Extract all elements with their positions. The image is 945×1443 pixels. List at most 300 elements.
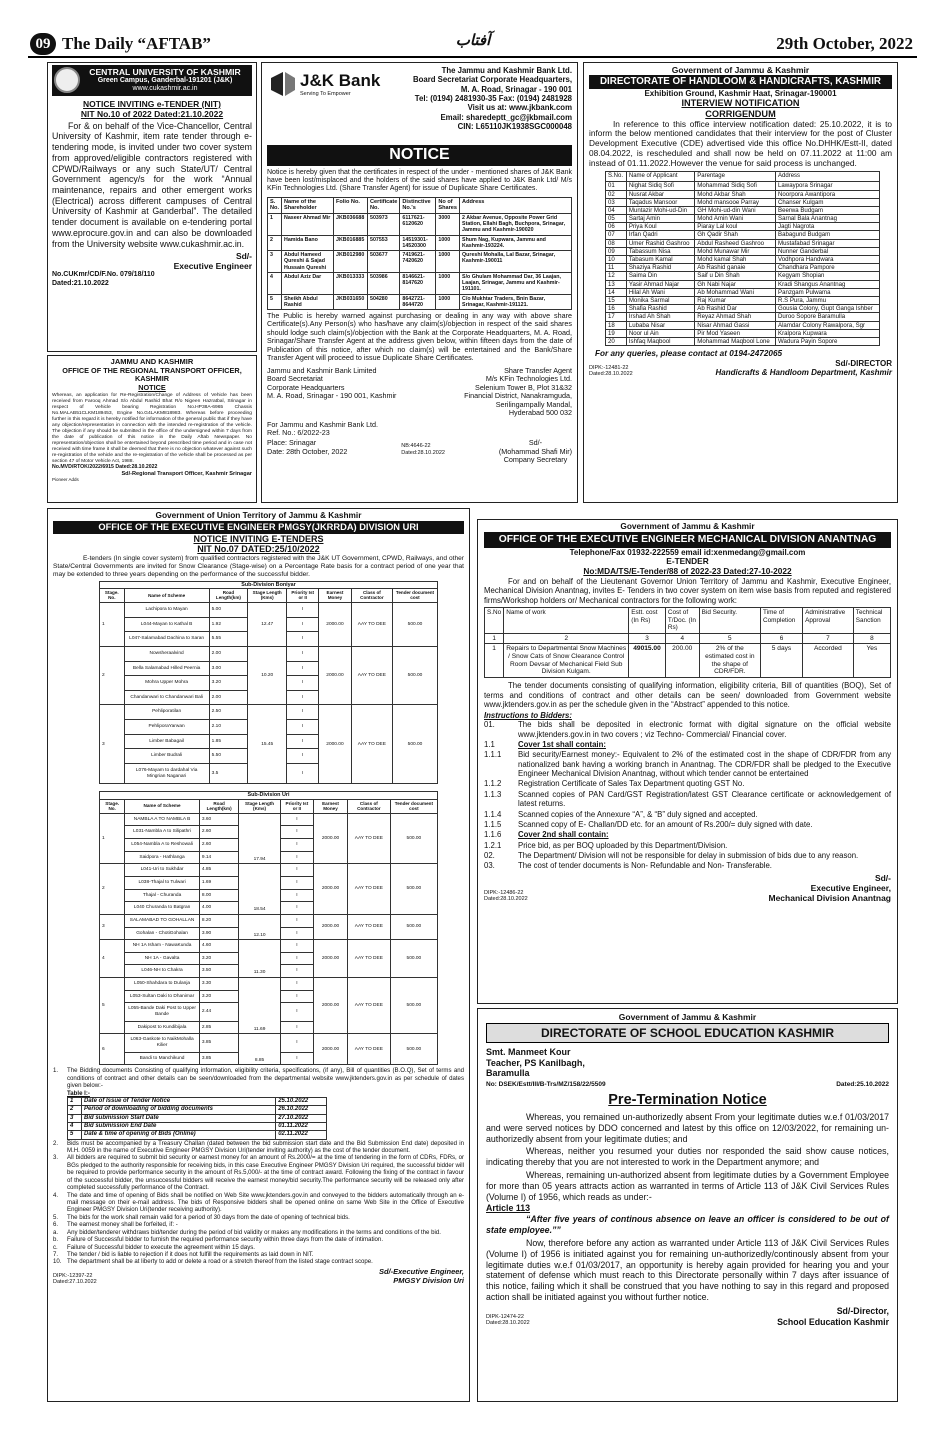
priority-cell: I xyxy=(287,602,319,617)
instruction-text: Price bid, as per BOQ uploaded by this Department/Division. xyxy=(518,840,728,850)
scheme-name-cell: L047-Salamabad Dachina to Saran xyxy=(124,632,209,647)
cuk-sd: Sd/- xyxy=(235,251,252,262)
road-length-cell: 4.85 xyxy=(199,864,239,877)
table-cell: 503973 xyxy=(368,213,400,235)
stage-cost-cell: 500.00 xyxy=(393,646,438,705)
table-row xyxy=(606,288,880,296)
table-cell: Mohd kamal Shah xyxy=(695,256,776,264)
table-cell: Shafia Rashid xyxy=(626,305,694,313)
table-cell: Ab Rashid Dar xyxy=(695,305,776,313)
pmgsy-intro: E-tenders (In single cover system) from qualified contractors registered with the J&K UT Government, CPWD, Railways, and other State/Central Governments are invited for Snow Clearance (Stage-wise) on a Percentage Rate basis for a contract period of one year that may be extended to three years depending on the performance of the successful bidder. xyxy=(53,554,464,578)
hand-sign2: Handicrafts & Handloom Department, Kashmir xyxy=(715,368,892,378)
jkb-date: Date: 28th October, 2022 xyxy=(267,446,348,456)
newspaper-title: The Daily “AFTAB” xyxy=(62,34,211,53)
table-cell: 14 xyxy=(606,288,627,296)
table-row xyxy=(100,602,438,617)
table-header-cell: Road Length(km) xyxy=(199,799,239,813)
table-cell: 04 xyxy=(606,206,627,214)
jkb-place: Place: Srinagar xyxy=(267,438,317,448)
road-length-cell: 1.85 xyxy=(209,734,248,749)
table-cell: Yasir Ahmad Najar xyxy=(626,280,694,288)
pmgsy-n1: The Bidding documents Consisting of qualifying information, eligibility criteria, specifications, (if any), Bill of quantities (B.O.Q), Set of terms and conditions of contract and other details can be seen/downloaded from the departmental website www.jktenders.gov.in as per schedule of dates given below:- xyxy=(67,1067,464,1090)
mech-sign2: Mechanical Division Anantnag xyxy=(768,892,891,903)
priority-cell: I xyxy=(280,914,313,927)
road-length-cell: 9.14 xyxy=(199,851,239,864)
table-cell: Piaray Lal koul xyxy=(695,223,776,231)
jkbank-brand: J&K Bank xyxy=(300,70,381,90)
table-header-cell: Earnest Money xyxy=(314,799,348,813)
table-cell: Accorded xyxy=(803,644,854,678)
priority-cell: I xyxy=(280,1021,313,1034)
hand-body: In reference to this office interview notification dated: 25.10.2022, it is to inform the below mentioned candidates that their interview for the post of Cluster Development Executive (CDE) advertised vide this office No.DHHK/Estt-II, dated 08.04.2022, is rescheduled and shall now be held on 07.11.2022 at 11:00 am instead of 01.11.2022.However the venue for said process is unchanged. xyxy=(589,118,892,168)
mech-sign: Executive Engineer, xyxy=(810,882,891,893)
table-row xyxy=(606,337,880,345)
table-header-cell: Stage Length (Kms) xyxy=(239,799,280,813)
table-cell: 507553 xyxy=(368,235,400,251)
table-cell: Period of downloading of bidding documents xyxy=(82,1106,276,1114)
stage-no-cell: 2 xyxy=(100,646,125,705)
address-line: Hyderabad 500 032 xyxy=(508,408,572,418)
table-row xyxy=(268,251,572,273)
stage-em-cell: 2000.00 xyxy=(314,914,348,939)
table-cell: GH Mohi-ud-din Wani xyxy=(695,206,776,214)
table-cell: Nunner Ganderbal xyxy=(776,247,880,255)
instruction-text: Cover 1st shall contain: xyxy=(518,740,606,750)
table-cell: 06 xyxy=(606,223,627,231)
table-cell: 2 xyxy=(268,235,282,251)
address-line: Selenium Tower B, Plot 31&32 xyxy=(475,382,572,392)
priority-cell: I xyxy=(287,661,319,676)
table-row xyxy=(606,329,880,337)
table-cell: 1000 xyxy=(436,251,460,273)
table-cell: Hamida Bano xyxy=(282,235,334,251)
stage-em-cell: 2000.00 xyxy=(314,978,348,1034)
hand-t1: INTERVIEW NOTIFICATION xyxy=(681,98,800,108)
cuk-nit: NIT No.10 of 2022 Dated:21.10.2022 xyxy=(80,108,224,119)
table-cell: Mohammad Sidiq Sofi xyxy=(695,182,776,190)
stage-length-cell: 12.10 xyxy=(239,914,280,939)
table-cell: Mustafabad Srinagar xyxy=(776,239,880,247)
table-cell: 503986 xyxy=(368,272,400,294)
table-header-cell: S.No. xyxy=(606,172,627,182)
road-length-cell: 8.20 xyxy=(199,914,239,927)
priority-cell: I xyxy=(280,826,313,839)
instruction-item xyxy=(484,740,891,749)
jkbank-tag: Serving To Empower xyxy=(300,90,351,97)
stage-cost-cell: 500.00 xyxy=(390,914,437,939)
table-cell: Sarnal Bala Anantnag xyxy=(776,215,880,223)
table-header-cell: Certificate No. xyxy=(368,197,400,213)
cuk-ref: No.CUKmr/CD/F.No. 079/18/110 xyxy=(52,271,155,279)
table-cell: 03 xyxy=(606,198,627,206)
mech-t1: E-TENDER xyxy=(666,556,709,567)
stage-cost-cell: 500.00 xyxy=(390,978,437,1034)
table-cell: Gh Qadir Shah xyxy=(695,231,776,239)
hand-dipk: DIPK:-12481-22 xyxy=(589,364,629,371)
table-cell: JKB012980 xyxy=(334,251,368,273)
table-cell: 5 days xyxy=(760,644,802,678)
table-cell: JKB013333 xyxy=(334,272,368,294)
stage-cls-cell: AAY TO DEE xyxy=(347,940,390,978)
address-line: Board Secretariat xyxy=(267,374,323,384)
university-emblem-icon xyxy=(54,67,80,93)
table-row xyxy=(606,305,880,313)
table-header-cell: Stage. No. xyxy=(100,589,125,603)
priority-cell: I xyxy=(287,632,319,647)
road-length-cell: 3.20 xyxy=(199,952,239,965)
instruction-item xyxy=(484,750,891,778)
jkbank-logo-icon xyxy=(269,70,297,98)
mech-sd: Sd/- xyxy=(874,872,891,883)
mech-p2: The tender documents consisting of qualifying information, eligibility criteria, Bill of quantities (BOQ), Set of terms and conditions of contract and other details can be seen/ downloaded from Government website www.jktenders.gov.in as per the schedule given in the “Abstract” appended to this notice. xyxy=(484,681,891,709)
table-cell: JKB036688 xyxy=(334,213,368,235)
column-number-cell: 1 xyxy=(485,633,504,644)
instruction-item xyxy=(484,830,891,839)
address-line: Share Transfer Agent xyxy=(504,365,572,375)
table-row xyxy=(100,799,438,813)
table-header-cell: Distinctive No.'s xyxy=(400,197,436,213)
table-cell: Date of Issue of Tender Notice xyxy=(82,1098,276,1106)
stage-em-cell: 2000.00 xyxy=(319,646,352,705)
table-cell: Lubaba Nisar xyxy=(626,321,694,329)
stage-length-cell: 8.85 xyxy=(239,1034,280,1065)
table-row xyxy=(606,231,880,239)
priority-cell: I xyxy=(280,1034,313,1052)
table-cell: 7419621-7420620 xyxy=(400,251,436,273)
priority-cell: I xyxy=(287,734,319,749)
stage-cls-cell: AAY TO DEE xyxy=(347,1034,390,1065)
stage-cls-cell: AAY TO DEE xyxy=(347,914,390,939)
pmgsy-conditions: 1. The Bidding documents Consisting of qualifying information, eligibility criteria, specifications, (if any), Bill of quantities (B.O.Q), Set of terms and conditions of contract and other details can be seen/downloaded from the departmental website www.jktenders.gov.in as per schedule of dates given below:- Table I:- 1 Date of Issue of Tender Notice 25.10.2022 2 Period of downloading of bidding documents 26.10.2022 3 Bid submission Start Date 27.10.2022 4 Bid submission End Date 01.11.2022 5 Date & time of opening of Bids (Online) 02.11.2022 2. Bids must be accompanied by a Treasury Challan (dated between the bid submission start date and the Bid Submission End date) deposited in M.H. 0059 in the name of Executive Engineer PMGSY Division Uri(tender inviting authority) as the cost of the tender document. 3. All bidders are required to submit bid security or earnest money for an amount of Rs.2000/= at the time of tendering in the form of CDRs, FDRs, or BGs pledged to the authority responsible for receiving bids, in this case Executive Engineer PMGSY Division Uri required, the successful bidder will be required to provide performance security in the amount of Rs.5,000/- at the time of contract award. Following the fixing of the contract in favour of the successful bidder, the unsuccessful bidders will receive the earnest money/bid security.The performance security will be released only after completed successfully performance of the Contract. 4. The date and time of opening of Bids shall be notified on Web Site www.jktenders.gov.in and conveyed to the bidders automatically through an e-mail message on their e-mail address. The bids of Responsive bidders shall be opened online on same Web Site in the Office of Executive Engineer PMGSY Division Uri(tender receiving authority). 5. The bids for the work shall remain valid for a period of 30 days from the date of opening of technical bids. 6. The earnest money shall be forfeited, if: - a. Any bidder/tenderer withdraws bid/tender during the period of bid validity or makes any modifications in the terms and conditions of the bid. b. Failure of Successful bidder to furnish the required performance security within three days from the date of intimation. c. Failure of Successful bidder to execute the agreement within 15 days. 7. The tender / bid is liable to rejection if it does not fulfill the requirements as laid down in NIT. 10. The department shall be at liberty to add or delete a road or a stretch thereof from the listed stage contract scope. xyxy=(53,1067,464,1266)
table-cell: 02.11.2022 xyxy=(276,1131,327,1139)
table-cell: Babagund Budgam xyxy=(776,231,880,239)
stage-cost-cell: 500.00 xyxy=(390,864,437,915)
school-dated: Dated:25.10.2022 xyxy=(836,1081,889,1088)
priority-cell: I xyxy=(287,705,319,720)
table-header-cell: S. No. xyxy=(268,197,282,213)
table-header-cell: Technical Sanction xyxy=(853,607,890,633)
pmgsy-n6: The earnest money shall be forfeited, if: - xyxy=(67,1221,178,1229)
pmgsy-boniyar-table xyxy=(99,588,438,784)
table-cell: 12 xyxy=(606,272,627,280)
road-length-cell: 3.00 xyxy=(209,661,248,676)
column-number-cell: 8 xyxy=(853,633,890,644)
table-header-cell: Parentage xyxy=(695,172,776,182)
stage-cls-cell: AAY TO DEE xyxy=(347,813,390,864)
cuk-sign: Executive Engineer xyxy=(173,261,252,272)
stage-cost-cell: 500.00 xyxy=(393,705,438,784)
road-length-cell: 4.60 xyxy=(199,940,239,953)
scheme-name-cell: Limber Babagail xyxy=(124,734,209,749)
road-length-cell: 5.00 xyxy=(209,602,248,617)
table-header-cell: S.No xyxy=(485,607,504,633)
jkb-agent-address xyxy=(464,367,572,418)
table-cell: Jagti Nagrota xyxy=(776,223,880,231)
table-cell: Beerwa Budgam xyxy=(776,206,880,214)
table-cell: Naseer Ahmad Mir xyxy=(282,213,334,235)
table-row xyxy=(606,215,880,223)
table-header-cell: Cost of T/Doc. (In Rs) xyxy=(665,607,699,633)
school-sign2: School Education Kashmir xyxy=(777,1316,889,1327)
table-header-cell: Folio No. xyxy=(334,197,368,213)
table-cell: Reyaz Ahmad Shah xyxy=(695,313,776,321)
pmgsy-n10: The department shall be at liberty to add or delete a road or a stretch thereof from the listed stage contract scope. xyxy=(67,1258,373,1266)
priority-cell: I xyxy=(287,617,319,632)
table-cell: Umer Rashid Gashroo xyxy=(626,239,694,247)
table-cell: Noorpora Awantipora xyxy=(776,190,880,198)
table-cell: Gh Nabi Najar xyxy=(695,280,776,288)
table-cell: Nisar Ahmad Gassi xyxy=(695,321,776,329)
table-cell: Mohd Munawar Mir xyxy=(695,247,776,255)
stage-length-cell: 15.45 xyxy=(248,705,287,784)
table-row xyxy=(268,294,572,310)
table-cell: Yes xyxy=(853,644,890,678)
table-header-cell: Name of Scheme xyxy=(125,799,200,813)
scheme-name-cell: L050-Shahdara to Dulanja xyxy=(125,978,200,991)
table-cell: Saima Din xyxy=(626,272,694,280)
jkb-web: Visit us at: www.jkbank.com xyxy=(467,103,572,113)
table-cell: Lawaypora Srinagar xyxy=(776,182,880,190)
table-cell: Wadura Payin Sopore xyxy=(776,337,880,345)
pmgsy-uri-table xyxy=(99,799,438,1066)
scheme-name-cell: L063-Gaskote to NaikMohalla Kilier xyxy=(125,1034,200,1052)
column-number-cell: 3 xyxy=(629,633,666,644)
scheme-name-cell: Mohra Upper Mohra xyxy=(124,676,209,691)
table-header-cell: Stage Length (Kms) xyxy=(248,589,287,603)
mechanical-etender-notice xyxy=(477,519,898,1004)
table-row xyxy=(68,1114,327,1122)
instruction-number: 1.1.1 xyxy=(484,750,502,760)
column-number-cell: 2 xyxy=(504,633,629,644)
table-cell: Mohd Amin Wani xyxy=(695,215,776,223)
priority-cell: I xyxy=(287,720,319,735)
table-cell: Sheikh Abdul Rashid xyxy=(282,294,334,310)
school-gov: Government of Jammu & Kashmir xyxy=(618,1012,757,1022)
stage-no-cell: 3 xyxy=(100,705,125,784)
instruction-text: Scanned copies of the Annexure “A”, & “B” duly signed and accepted. xyxy=(518,809,758,819)
table-cell: Irfan Qadri xyxy=(626,231,694,239)
rto-body: Whereas, an application for Re-Registration/Change of Address of Vehicle has been received from Farooq Ahmad S/o Abdul Rashid Bhat R/o Nigeen Hazratbal, Srinagar in respect of Vehicle bearing Registration No.HP38A-6965 Chassis No.MALAB51CLKM189453, Engine No.G4LAKM818983. Whereas before proceeding further in this regard it is hereby notified for information of the general public that if they have any objection/representation in connection with the intended re-registration of the vehicle. The objection if any should be submitted in the office of the undersigned within 7 days from the date of publication of this notice in the Daily Aftab Newspaper. No representation/objection shall be entertained beyond prescribed time period and in case not received with time frame it shall be deemed that there is no objection whatever against such re-registration of the vehicle and the re-registration of the vehicle shall be processed as per section 47 of Motor Vehicle Act, 1988. xyxy=(52,392,252,464)
page-number: 09 xyxy=(30,33,56,55)
school-dipk: DIPK-12474-22 xyxy=(486,1313,524,1320)
road-length-cell: 2.60 xyxy=(199,826,239,839)
pmgsy-office: OFFICE OF THE EXECUTIVE ENGINEER PMGSY(JKRRDA) DIVISION URI xyxy=(53,521,464,534)
pmgsy-gov: Government of Union Territory of Jammu & Kashmir xyxy=(155,510,362,520)
jkb-a3: M. A. Road, Srinagar - 190 001 xyxy=(460,84,572,94)
rto-notice xyxy=(47,355,257,503)
instruction-number: 1.1.5 xyxy=(484,819,502,829)
table-header-cell: Name of Scheme xyxy=(124,589,209,603)
jkb-refno: Ref. No.: 6/2022-23 xyxy=(267,427,330,437)
hand-query: For any queries, please contact at 0194-2472065 xyxy=(595,349,783,359)
school-title: Pre-Termination Notice xyxy=(608,1091,767,1108)
table-cell: Irshad Ah Shah xyxy=(626,313,694,321)
scheme-name-cell: Lachipora to Mayan xyxy=(124,602,209,617)
table-cell: JKB016885 xyxy=(334,235,368,251)
road-length-cell: 5.50 xyxy=(209,749,248,764)
table-cell: Abdul Hameed Qureshi & Sajad Hussain Qureshi xyxy=(282,251,334,273)
instruction-text: The Department/ Division will not be responsible for delay in submission of bids due to any reason. xyxy=(518,850,859,860)
table-header-cell: Tender document cost xyxy=(390,799,437,813)
instruction-item xyxy=(484,861,891,870)
table-cell: Gousia Colony, Gupt Ganga Ishber xyxy=(776,305,880,313)
pmgsy-dipk: DIPK:-12397-22 xyxy=(53,1272,93,1279)
table-header-cell: Name of Applicant xyxy=(626,172,694,182)
cuk-campus: Green Campus, Ganderbal-191201 (J&K) xyxy=(97,77,233,85)
jkb-tel: Tel: (0194) 2481930-35 Fax: (0194) 2481928 xyxy=(414,94,572,104)
table-cell: Kradi Shangus Anantnag xyxy=(776,280,880,288)
jkb-email: Email: sharedeptt_gc@jkbmail.com xyxy=(440,112,572,122)
school-p2: Whereas, neither you resumed your duties nor responded the said show cause notices, indicating thereby that you are not interested to work in the Department anymore; and xyxy=(486,1146,889,1168)
jkb-warn: The Public is hereby warned against purchasing or dealing in any way with above share Certificate(s).Any Person(s) who has/have any claim(s)/objection in respect of the said shares should lodge such claim(s)/objection with the Bank at the Corporate Headquarters, M. A. Road, Srinagar/Share Transfer Agent at the address given below, within fifteen days from the date of Publication of this notice, after which no claim(s) will be entertained and the Bank/Share Transfer Agent will proceed to issue Duplicate Share Certificates. xyxy=(267,311,572,363)
road-length-cell: 3.85 xyxy=(199,1052,239,1065)
table-header-cell: Tender document cost xyxy=(393,589,438,603)
table-cell: 11 xyxy=(606,264,627,272)
pmgsy-n7: The tender / bid is liable to rejection if it does not fulfill the requirements as laid down in NIT. xyxy=(67,1250,314,1258)
address-line: Financial District, Nanakramguda, xyxy=(464,391,572,401)
pmgsy-n4: The date and time of opening of Bids shall be notified on Web Site www.jktenders.gov.in and conveyed to the bidders automatically through an e-mail message on their e-mail address. The bids of Responsive bidders shall be opened online on same Web Site in the Office of Executive Engineer PMGSY Division Uri(tender receiving authority). xyxy=(67,1191,464,1214)
table-cell: 27.10.2022 xyxy=(276,1114,327,1122)
cuk-body: For & on behalf of the Vice-Chancellor, Central University of Kashmir, item rate tender through e-tendering mode, is invited under two cover system from approved/eligible contractors registered with CPWD/Railways or any such State/UT/ Central Government agency/s for the work “Annual maintenance, repairs and other emergent works (Electrical) across different campuses of Central University of Kashmir at Ganderbal”. The detailed tender document is available on e-tendering portal www.eprocure.gov.in and can also be downloaded from the University website www.cukashmir.ac.in. xyxy=(52,120,252,249)
scheme-name-cell: SALAMABAD TO GOHALLAN xyxy=(125,914,200,927)
table-cell: Taqadus Mansoor xyxy=(626,198,694,206)
priority-cell: I xyxy=(280,1003,313,1021)
pmgsy-n2: Bids must be accompanied by a Treasury Challan (dated between the bid submission start date and the Bid Submission End date) deposited in M.H. 0059 in the name of Executive Engineer PMGSY Division Uri(tender inviting authority) as the cost of the tender document. xyxy=(67,1139,464,1155)
table-row xyxy=(606,256,880,264)
stage-no-cell: 1 xyxy=(100,813,125,864)
column-number-cell: 4 xyxy=(665,633,699,644)
instruction-text: The cost of tender documents is Non- Refundable and Non- Transferable. xyxy=(518,861,772,871)
instruction-item xyxy=(484,810,891,819)
table-row xyxy=(606,223,880,231)
jkb-notice-title: NOTICE xyxy=(267,145,572,166)
school-pretermination-notice xyxy=(477,1008,898,1402)
address-line: M/s KFin Technologies Ltd. xyxy=(485,374,572,384)
address-line: Corporate Headquarters xyxy=(267,382,345,392)
table-cell: 17 xyxy=(606,313,627,321)
table-cell: Kegyam Shopian xyxy=(776,272,880,280)
table-cell: Raj Kumar xyxy=(695,296,776,304)
scheme-name-cell: Bandi to Manchikund xyxy=(125,1052,200,1065)
table-cell: 25.10.2022 xyxy=(276,1098,327,1106)
table-cell: 503677 xyxy=(368,251,400,273)
instruction-number: 1.1.6 xyxy=(484,830,502,840)
table-cell: Mohd mansooe Parray xyxy=(695,198,776,206)
scheme-name-cell: L041-Uri to Sukhdar xyxy=(125,864,200,877)
table-cell: 18 xyxy=(606,321,627,329)
table-row xyxy=(268,272,572,294)
pmgsy-n3: All bidders are required to submit bid security or earnest money for an amount of Rs.2000/= at the time of tendering in the form of CDRs, FDRs, or BGs pledged to the authority responsible for receiving bids, in this case Executive Engineer PMGSY Division Uri required, the successful bidder will be required to provide performance security in the amount of Rs.5,000/- at the time of contract award. Following the fixing of the contract in favour of the successful bidder, the unsuccessful bidders will receive the earnest money/bid security.The performance security will be released only after completed successfully performance of the Contract. xyxy=(67,1154,464,1192)
table-row xyxy=(606,190,880,198)
table-cell: C/o Mukhtar Traders, Bnin Bazar, Srinagar, Kashmir-191121. xyxy=(460,294,572,310)
table-header-cell: Bid Security. xyxy=(699,607,760,633)
jkb-share-table xyxy=(267,197,572,310)
table-cell: S/o Ghulam Mohammad Dar, 36 Laajan, Laajan, Srinagar, Jammu and Kashmir-191101. xyxy=(460,272,572,294)
hand-addr: Exhibition Ground, Kashmir Haat, Srinagar-190001 xyxy=(644,88,837,98)
stage-length-cell: 18.54 xyxy=(239,864,280,915)
scheme-name-cell: NAMBLA A TO NAMBLA B xyxy=(125,813,200,826)
address-line: M. A. Road, Srinagar - 190 001, Kashmir xyxy=(267,391,397,401)
rto-l3: NOTICE xyxy=(138,383,166,393)
hand-applicant-table xyxy=(605,171,880,346)
table-cell: 08 xyxy=(606,239,627,247)
table-row xyxy=(100,978,438,991)
table-cell: Ab Rashid ganaie xyxy=(695,264,776,272)
table-row xyxy=(485,644,891,678)
table-cell: 13 xyxy=(606,280,627,288)
jkb-cin: CIN: L65110JK1938SGC000048 xyxy=(457,122,572,132)
mech-office: OFFICE OF THE EXECUTIVE ENGINEER MECHANICAL DIVISION ANANTNAG xyxy=(484,532,891,548)
stage-cls-cell: AAY TO DEE xyxy=(347,864,390,915)
table-cell: 49015.00 xyxy=(629,644,666,678)
priority-cell: I xyxy=(280,927,313,940)
table-header-cell: Administrative Approval xyxy=(803,607,854,633)
scheme-name-cell: Pehliporatilan xyxy=(124,705,209,720)
scheme-name-cell: Nowsheraalvind xyxy=(124,646,209,661)
jkb-a2: Board Secretariat Corporate Headquarters, xyxy=(412,75,572,85)
stage-no-cell: 3 xyxy=(100,914,125,939)
pmgsy-sub1: Sub-Division Boniyar xyxy=(99,581,438,588)
table-cell: 3 xyxy=(68,1114,82,1122)
instruction-item xyxy=(484,841,891,850)
road-length-cell: 2.50 xyxy=(209,705,248,720)
column-number-cell: 6 xyxy=(760,633,802,644)
instruction-text: The bids shall be deposited in electronic format with digital signature on the official website www.jktenders.gov.in in two covers ; viz Techno- Commercial/ Financial cover. xyxy=(518,720,891,739)
table-cell: 05 xyxy=(606,215,627,223)
table-cell: Abdul Aziz Dar xyxy=(282,272,334,294)
mech-tel: Telephone/Fax 01932-222559 email id:xenmedang@gmail.com xyxy=(569,547,806,557)
table-cell: 200.00 xyxy=(665,644,699,678)
hand-sign: Sd/-DIRECTOR xyxy=(835,358,892,368)
hand-dir: DIRECTORATE OF HANDLOOM & HANDICRAFTS, KASHMIR xyxy=(589,75,892,89)
table-row xyxy=(606,239,880,247)
address-line: Jammu and Kashmir Bank Limited xyxy=(267,365,377,375)
road-length-cell: 3.30 xyxy=(199,978,239,991)
instruction-number: 03. xyxy=(484,861,495,871)
table-header-cell: Stage. No. xyxy=(100,799,125,813)
scheme-name-cell: Dakipost to Kundibijala xyxy=(125,1021,200,1034)
scheme-name-cell: L076-Mayam to dardahal Via Mingrian Naganari xyxy=(124,764,209,784)
rto-ref: No.MVD/RTOK/2022/6915 Dated:28.10.2022 xyxy=(52,464,158,471)
instruction-number: 1.1 xyxy=(484,740,495,750)
instruction-text: Registration Certificate of Sales Tax Department quoting GST No. xyxy=(518,779,745,789)
table-header-cell: Road Length(km) xyxy=(209,589,248,603)
table-header-cell: Priority Ist or II xyxy=(280,799,313,813)
table-cell: 01.11.2022 xyxy=(276,1123,327,1131)
table-cell: Alamdar Colony Rawalpora, Sgr xyxy=(776,321,880,329)
road-length-cell: 3.60 xyxy=(199,813,239,826)
scheme-name-cell: L044-Mayan to Kathal B xyxy=(124,617,209,632)
table-cell: Hilal Ah Wani xyxy=(626,288,694,296)
table-cell: 6117621-6120620 xyxy=(400,213,436,235)
stage-no-cell: 4 xyxy=(100,940,125,978)
table-row xyxy=(606,296,880,304)
priority-cell: I xyxy=(280,838,313,851)
scheme-name-cell: Thajal - Churanda xyxy=(125,889,200,902)
scheme-name-cell: L031-Nambla A to Silipathri xyxy=(125,826,200,839)
rto-l2: OFFICE OF THE REGIONAL TRANSPORT OFFICER, KASHMIR xyxy=(62,365,242,384)
jkb-sdname: (Mohammad Shafi Mir) xyxy=(498,446,572,456)
table-cell: 1000 xyxy=(436,294,460,310)
table-cell: Shum Nag, Kupwara, Jammu and Kashmir-193224. xyxy=(460,235,572,251)
hand-t2: CORRIGENDUM xyxy=(705,108,776,119)
priority-cell: I xyxy=(280,990,313,1003)
stage-em-cell: 2000.00 xyxy=(314,940,348,978)
table-row xyxy=(268,235,572,251)
school-sign: Sd/-Director, xyxy=(836,1306,889,1317)
table-header-cell: Class of Contractor xyxy=(347,799,390,813)
table-row xyxy=(606,264,880,272)
